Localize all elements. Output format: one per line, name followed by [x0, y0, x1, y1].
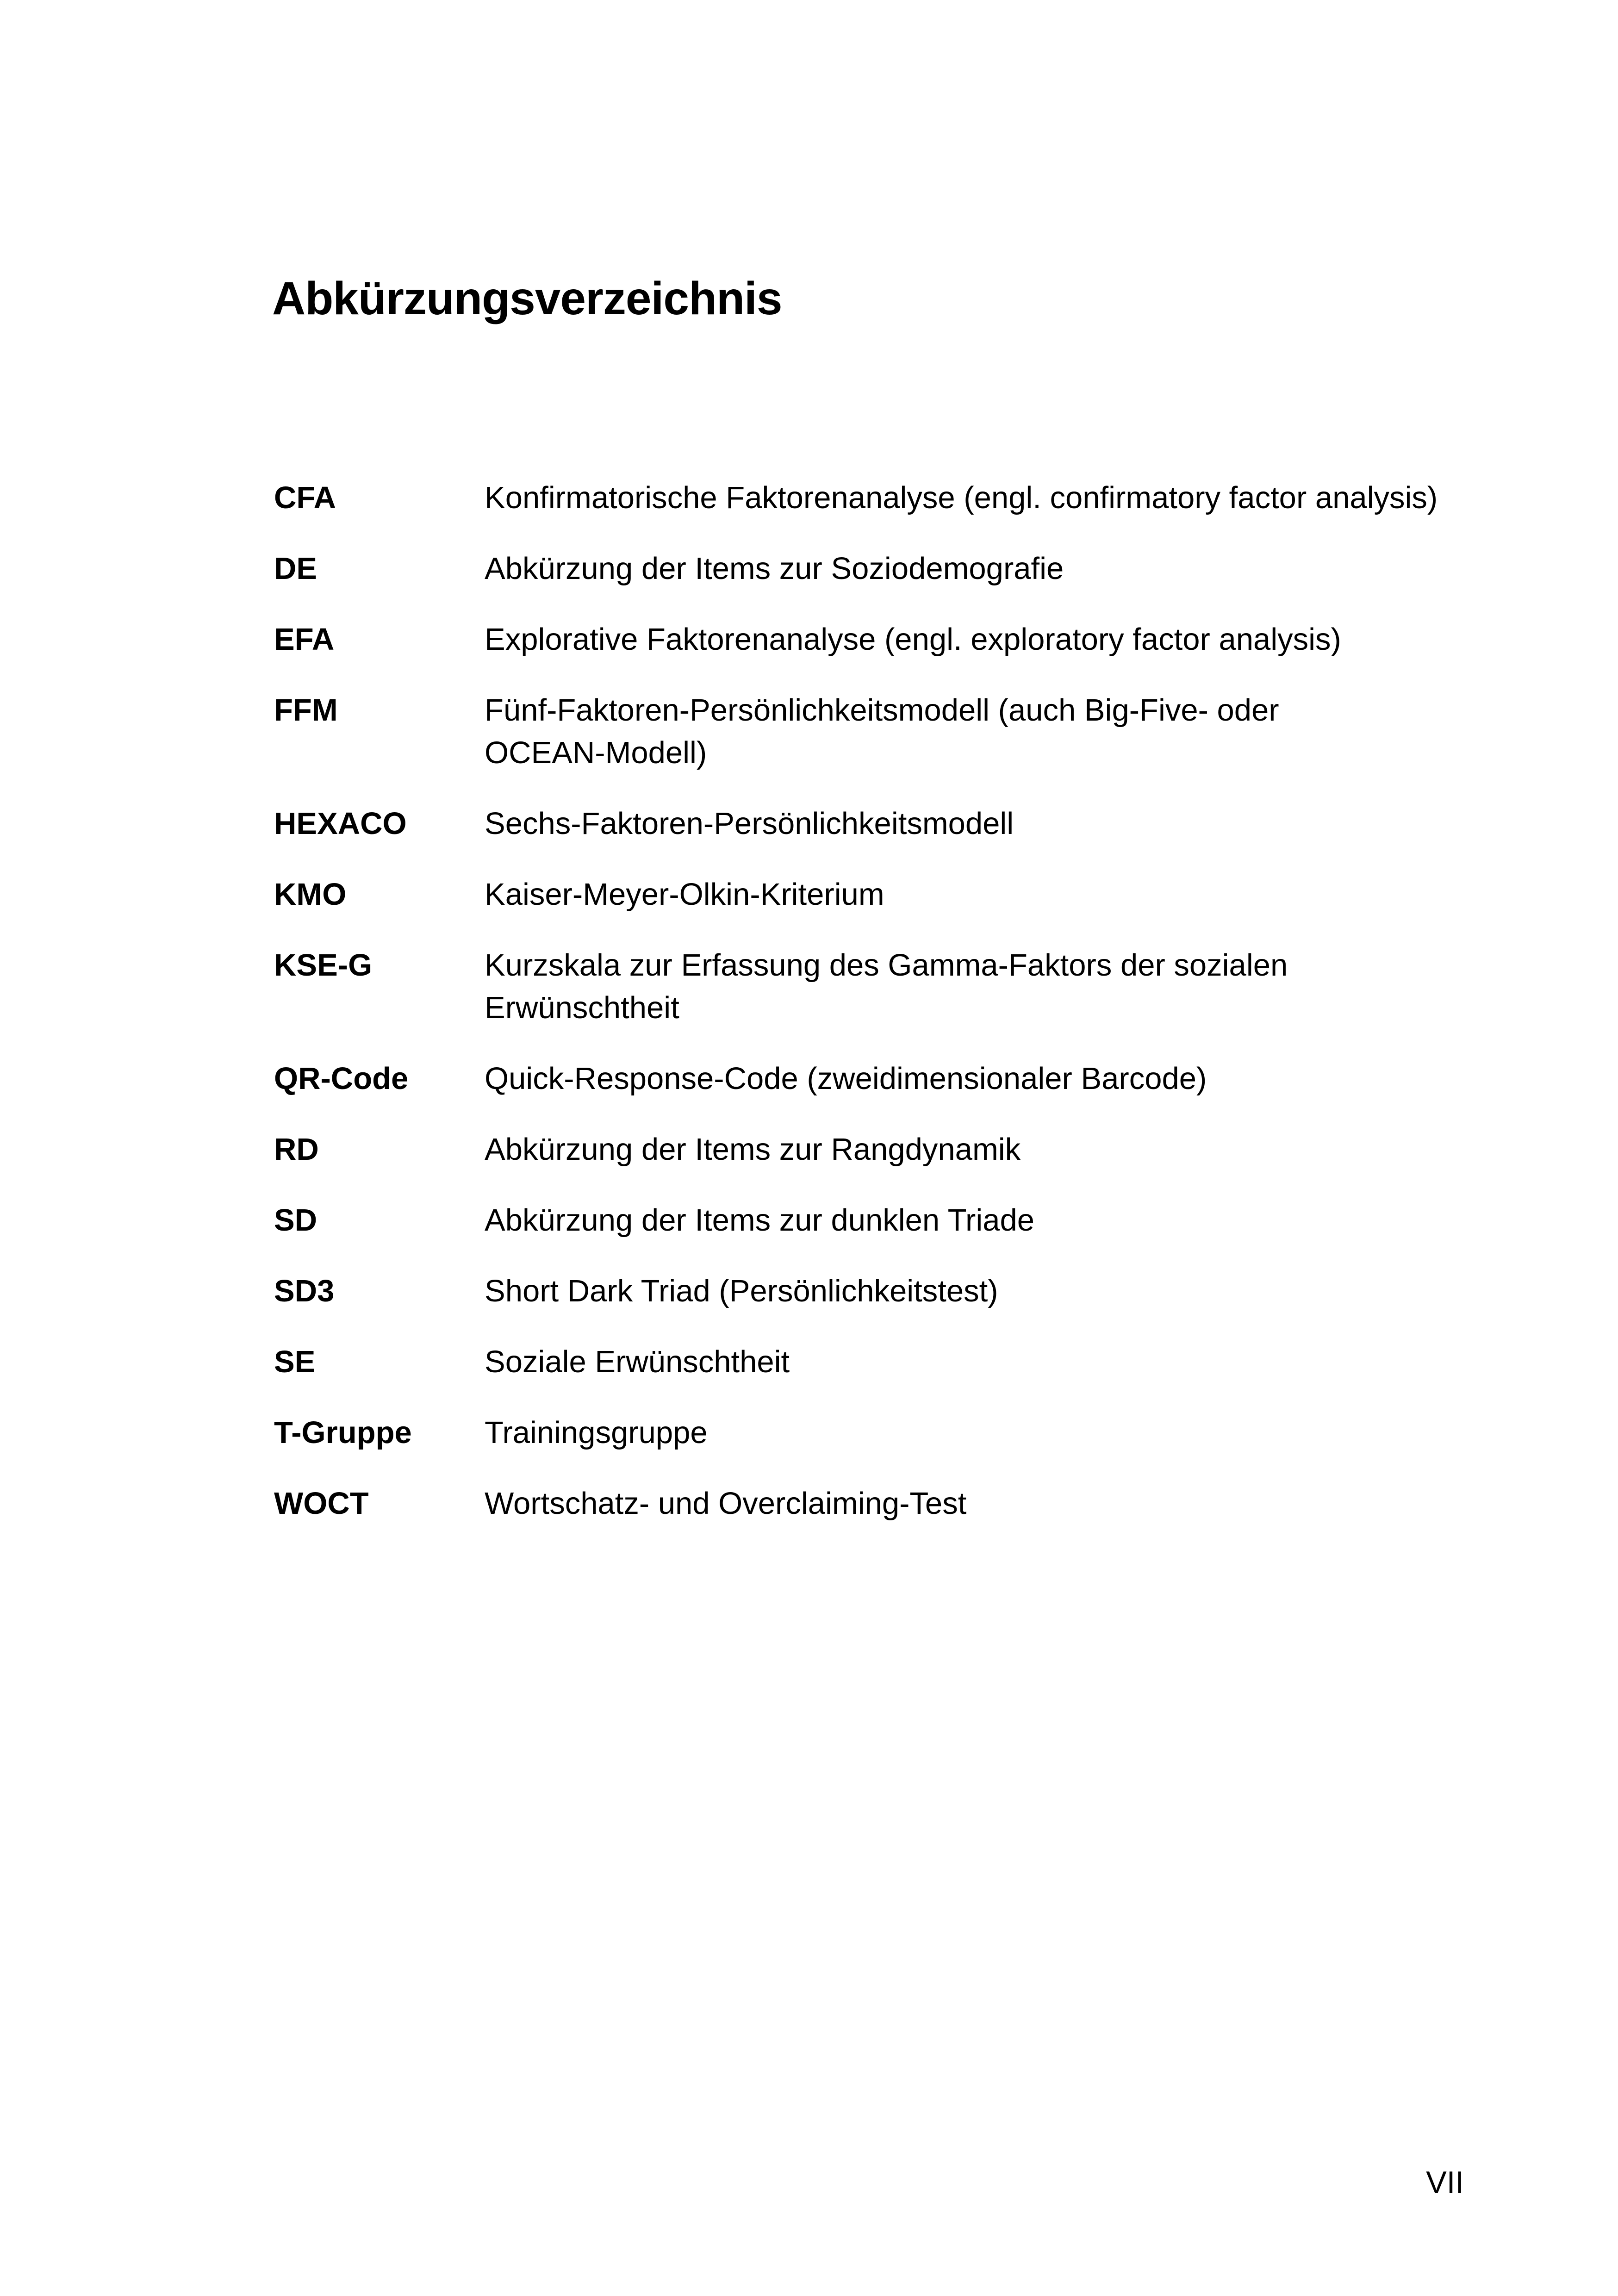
abbreviation-term: SD [274, 1203, 317, 1238]
abbreviation-row [274, 1412, 1477, 1454]
abbreviation-term: DE [274, 551, 317, 586]
abbreviation-row [274, 1270, 1477, 1313]
abbreviation-term: EFA [274, 622, 335, 657]
page-title: Abkürzungsverzeichnis [272, 273, 782, 324]
abbreviation-definition: Explorative Faktorenanalyse (engl. exploratory factor analysis) [485, 622, 1341, 657]
abbreviation-definition: Soziale Erwünschtheit [485, 1344, 790, 1379]
abbreviation-definition: Kurzskala zur Erfassung des Gamma-Faktors der sozialen Erwünschtheit [485, 948, 1288, 1025]
abbreviation-term: WOCT [274, 1486, 369, 1521]
abbreviation-row [274, 1341, 1477, 1383]
abbreviation-row [274, 1482, 1477, 1525]
abbreviation-row [274, 1128, 1477, 1171]
abbreviation-definition: Kaiser-Meyer-Olkin-Kriterium [485, 877, 884, 912]
abbreviation-term: HEXACO [274, 806, 407, 841]
abbreviation-term: T-Gruppe [274, 1415, 412, 1450]
abbreviation-term: KMO [274, 877, 347, 912]
abbreviation-row [274, 1199, 1477, 1242]
abbreviation-term: SD3 [274, 1274, 335, 1308]
abbreviation-list [274, 477, 1477, 1525]
abbreviation-definition: Abkürzung der Items zur Rangdynamik [485, 1132, 1021, 1167]
abbreviation-row [274, 1058, 1477, 1100]
abbreviation-term: RD [274, 1132, 319, 1167]
abbreviation-row [274, 944, 1477, 1029]
abbreviation-definition: Sechs-Faktoren-Persönlichkeitsmodell [485, 806, 1014, 841]
abbreviation-row [274, 873, 1477, 916]
abbreviation-term: FFM [274, 693, 338, 728]
abbreviation-definition: Trainingsgruppe [485, 1415, 708, 1450]
abbreviation-row [274, 477, 1477, 519]
abbreviation-row [274, 689, 1477, 774]
abbreviation-definition: Quick-Response-Code (zweidimensionaler Barcode) [485, 1061, 1207, 1096]
page-number: VII [1426, 2165, 1464, 2200]
abbreviation-term: CFA [274, 480, 336, 515]
abbreviation-definition: Abkürzung der Items zur Soziodemografie [485, 551, 1064, 586]
abbreviation-row [274, 548, 1477, 590]
abbreviation-row [274, 618, 1477, 661]
abbreviation-term: QR-Code [274, 1061, 409, 1096]
abbreviation-term: SE [274, 1344, 316, 1379]
abbreviation-definition: Wortschatz- und Overclaiming-Test [485, 1486, 967, 1521]
abbreviation-term: KSE-G [274, 948, 373, 983]
abbreviation-definition: Short Dark Triad (Persönlichkeitstest) [485, 1274, 998, 1308]
abbreviation-definition: Fünf-Faktoren-Persönlichkeitsmodell (auch Big-Five- oder OCEAN-Modell) [485, 693, 1279, 770]
abbreviation-definition: Konfirmatorische Faktorenanalyse (engl. confirmatory factor analysis) [485, 480, 1438, 515]
abbreviation-row [274, 803, 1477, 845]
abbreviation-definition: Abkürzung der Items zur dunklen Triade [485, 1203, 1035, 1238]
